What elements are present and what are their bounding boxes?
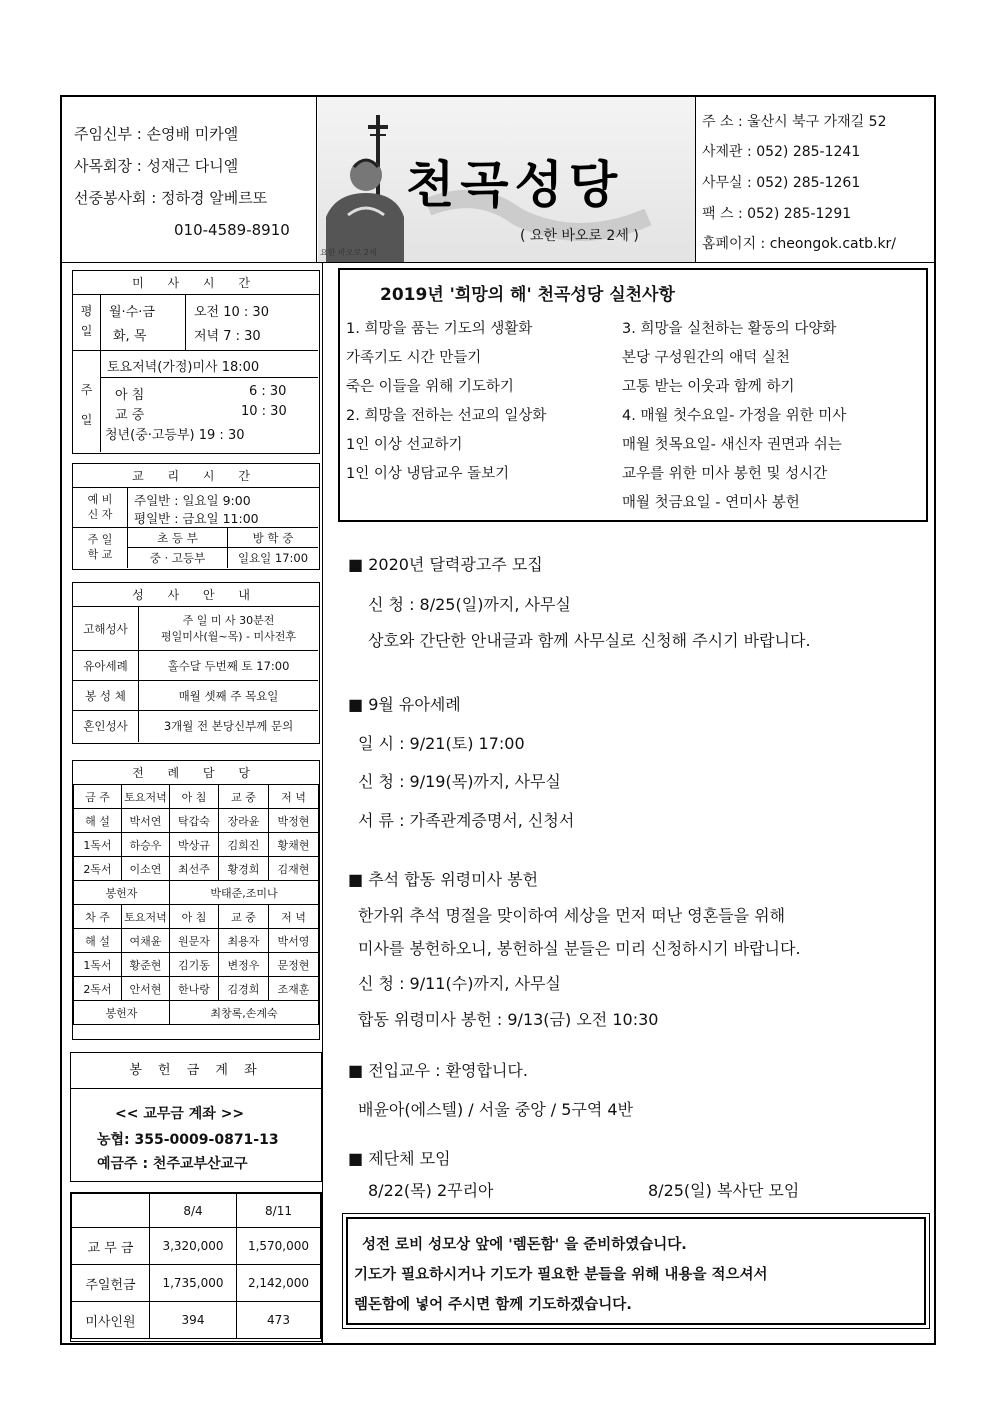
notice-line: 서 류 : 가족관계증명서, 신청서 xyxy=(358,811,575,830)
vacation-status: 방 학 중 xyxy=(228,528,318,548)
table-row: 주일헌금 1,735,000 2,142,000 xyxy=(72,1265,321,1302)
sunday-masses: 아 침 6 : 30 교 중 10 : 30 청년(중·고등부) 19 : 30 xyxy=(105,384,287,443)
prospective-classes: 주일반 : 일요일 9:00 평일반 : 금요일 11:00 xyxy=(128,488,318,528)
sacrament-name: 봉 성 체 xyxy=(73,681,139,711)
sacrament-name: 고해성사 xyxy=(73,607,139,651)
mission-phone: 010-4589-8910 xyxy=(174,221,290,239)
practice-item: 3. 희망을 실천하는 활동의 다양화 xyxy=(622,321,837,337)
notice-line: 배윤아(에스텔) / 서울 중앙 / 5구역 4반 xyxy=(358,1100,634,1119)
catechism-box xyxy=(72,463,320,570)
table-row: 1독서 황준현 김기동 변정우 문정현 xyxy=(74,953,319,977)
notice-welcome-heading: ■ 전입교우 : 환영합니다. xyxy=(348,1061,528,1080)
mission-line: 선중봉사회 : 정하경 알베르또 xyxy=(74,189,268,207)
practice-item: 매월 첫금요일 - 연미사 봉헌 xyxy=(622,495,800,511)
notice-line: 8/25(일) 복사단 모임 xyxy=(648,1181,800,1200)
practice-title: 2019년 '희망의 해' 천곡성당 실천사항 xyxy=(380,285,675,305)
address: 주 소 : 울산시 북구 가재길 52 xyxy=(702,114,887,130)
notice-groups-heading: ■ 제단체 모임 xyxy=(348,1149,451,1168)
liturgy-box xyxy=(72,760,320,1040)
practice-item: 매월 첫목요일- 새신자 권면과 쉬는 xyxy=(622,437,842,453)
finance-table xyxy=(71,1193,321,1339)
office-phone: 사무실 : 052) 285-1261 xyxy=(702,175,861,191)
practice-item: 죽은 이들을 위해 기도하기 xyxy=(346,379,514,395)
finance-header: 8/4 8/11 xyxy=(72,1194,321,1228)
practice-item: 4. 매월 첫수요일- 가정을 위한 미사 xyxy=(622,408,847,424)
week2-header: 차 주 토요저녁 아 침 교 중 저 녁 xyxy=(74,905,319,929)
sunday-school-label: 주 일 학 교 xyxy=(73,528,128,568)
header-staff xyxy=(62,97,317,262)
sacraments-box xyxy=(72,582,320,744)
notice-line: 상호와 간단한 안내글과 함께 사무실로 신청해 주시기 바랍니다. xyxy=(368,631,811,650)
notice-line: 신 청 : 9/19(목)까지, 사무실 xyxy=(358,772,561,791)
sacrament-rows xyxy=(73,607,318,742)
notice-line: 일 시 : 9/21(토) 17:00 xyxy=(358,734,525,753)
sacrament-info: 매월 셋째 주 목요일 xyxy=(139,681,318,711)
notice-line: 신 청 : 9/11(수)까지, 사무실 xyxy=(358,974,561,993)
notice-calendar-heading: ■ 2020년 달력광고주 모집 xyxy=(348,555,543,574)
catechism-title: 교 리 시 간 xyxy=(73,464,319,488)
fax: 팩 스 : 052) 285-1291 xyxy=(702,206,852,222)
council-line: 사목회장 : 성재근 다니엘 xyxy=(74,157,239,175)
liturgy-title: 전 례 담 당 xyxy=(73,761,319,785)
practice-box xyxy=(338,268,928,522)
sacrament-info: 주 일 미 사 30분전 평일미사(월~목) - 미사전후 xyxy=(139,607,318,651)
notice-line: 기도가 필요하시거나 기도가 필요한 분들을 위해 내용을 적으셔서 xyxy=(354,1267,768,1283)
notice-line: 합동 위령미사 봉헌 : 9/13(금) 오전 10:30 xyxy=(358,1010,659,1029)
table-row: 2독서 안서현 한나랑 김경희 조재훈 xyxy=(74,977,319,1001)
saturday-mass: 토요저녁(가정)미사 18:00 xyxy=(101,351,318,378)
practice-item: 교우를 위한 미사 봉헌 및 성시간 xyxy=(622,466,828,482)
practice-item: 2. 희망을 전하는 선교의 일상화 xyxy=(346,408,547,424)
table-row: 교 무 금 3,320,000 1,570,000 xyxy=(72,1228,321,1265)
prospective-label: 예 비 신 자 xyxy=(73,488,128,528)
practice-item: 1인 이상 냉담교우 돌보기 xyxy=(346,466,510,482)
notice-line: 미사를 봉헌하오니, 봉헌하실 분들은 미리 신청하시기 바랍니다. xyxy=(358,939,801,958)
prayer-box-notice xyxy=(346,1217,926,1325)
sunday-label: 주 일 xyxy=(73,351,101,452)
weekday-days: 월·수·금 화, 목 xyxy=(101,295,186,351)
sacrament-name: 혼인성사 xyxy=(73,711,139,742)
bank-account: 농협: 355-0009-0871-13 xyxy=(97,1132,279,1148)
homepage[interactable]: 홈페이지 : cheongok.catb.kr/ xyxy=(702,236,897,252)
middle-high-time: 일요일 17:00 xyxy=(237,551,309,565)
notice-baptism-heading: ■ 9월 유아세례 xyxy=(348,695,461,714)
finance-box xyxy=(70,1192,322,1342)
week1-header: 금 주 토요저녁 아 침 교 중 저 녁 xyxy=(74,785,319,809)
table-row: 1독서 하승우 박상규 김희진 황채현 xyxy=(74,833,319,857)
notice-line: 신 청 : 8/25(일)까지, 사무실 xyxy=(368,595,571,614)
table-row: 해 설 박서연 탁갑숙 장라윤 박정현 xyxy=(74,809,319,833)
practice-item: 1. 희망을 품는 기도의 생활화 xyxy=(346,321,533,337)
notice-line: 8/22(목) 2꾸리아 xyxy=(368,1181,494,1200)
notice-line: 성전 로비 성모상 앞에 '렘돈함' 을 준비하였습니다. xyxy=(362,1237,687,1253)
practice-item: 고통 받는 이웃과 함께 하기 xyxy=(622,379,795,395)
table-row: 미사인원 394 473 xyxy=(72,1302,321,1339)
notice-line: 한가위 추석 명절을 맞이하여 세상을 먼저 떠난 영혼들을 위해 xyxy=(358,906,786,925)
account-holder: 예금주 : 천주교부산교구 xyxy=(97,1156,248,1172)
weekday-times: 오전 10 : 30 저녁 7 : 30 xyxy=(186,295,318,351)
offertory-box xyxy=(70,1052,322,1182)
rectory-phone: 사제관 : 052) 285-1241 xyxy=(702,144,861,160)
week1-offering: 봉헌자 박태준,조미나 xyxy=(74,881,319,905)
account-title: << 교무금 계좌 >> xyxy=(115,1106,245,1122)
mass-times-box xyxy=(72,270,320,454)
bulletin-page xyxy=(60,95,936,1345)
table-row: 해 설 여채윤 원문자 최용자 박서영 xyxy=(74,929,319,953)
sacraments-title: 성 사 안 내 xyxy=(73,583,319,607)
offertory-title: 봉 헌 금 계 좌 xyxy=(71,1053,321,1089)
liturgy-table xyxy=(73,784,319,1025)
sacrament-info: 홀수달 두번째 토 17:00 xyxy=(139,651,318,681)
week2-offering: 봉헌자 최창록,손계숙 xyxy=(74,1001,319,1025)
patron-saint: ( 요한 바오로 2세 ) xyxy=(520,228,639,244)
header-contacts xyxy=(702,97,936,262)
column-divider xyxy=(322,263,323,1345)
elementary: 초 등 부 xyxy=(128,528,228,548)
mass-times-title: 미 사 시 간 xyxy=(73,271,319,295)
table-row: 2독서 이소연 최선주 황경희 김재현 xyxy=(74,857,319,881)
church-banner xyxy=(318,97,696,262)
middle-high: 중 · 고등부 xyxy=(128,548,228,568)
sacrament-info: 3개월 전 본당신부께 문의 xyxy=(163,719,294,733)
pastor-line: 주임신부 : 손영배 미카엘 xyxy=(74,125,239,143)
pope-caption: 요한 바오로 2세 xyxy=(320,248,377,257)
notice-line: 렘돈함에 넣어 주시면 함께 기도하겠습니다. xyxy=(354,1297,632,1313)
sacrament-name: 유아세례 xyxy=(73,651,139,681)
header-divider xyxy=(62,262,934,263)
practice-item: 본당 구성원간의 애덕 실천 xyxy=(622,350,790,366)
weekday-label: 평 일 xyxy=(73,295,101,351)
notice-memorial-heading: ■ 추석 합동 위령미사 봉헌 xyxy=(348,870,539,889)
practice-item: 1인 이상 선교하기 xyxy=(346,437,463,453)
church-name: 천곡성당 xyxy=(406,155,624,214)
practice-item: 가족기도 시간 만들기 xyxy=(346,350,482,366)
